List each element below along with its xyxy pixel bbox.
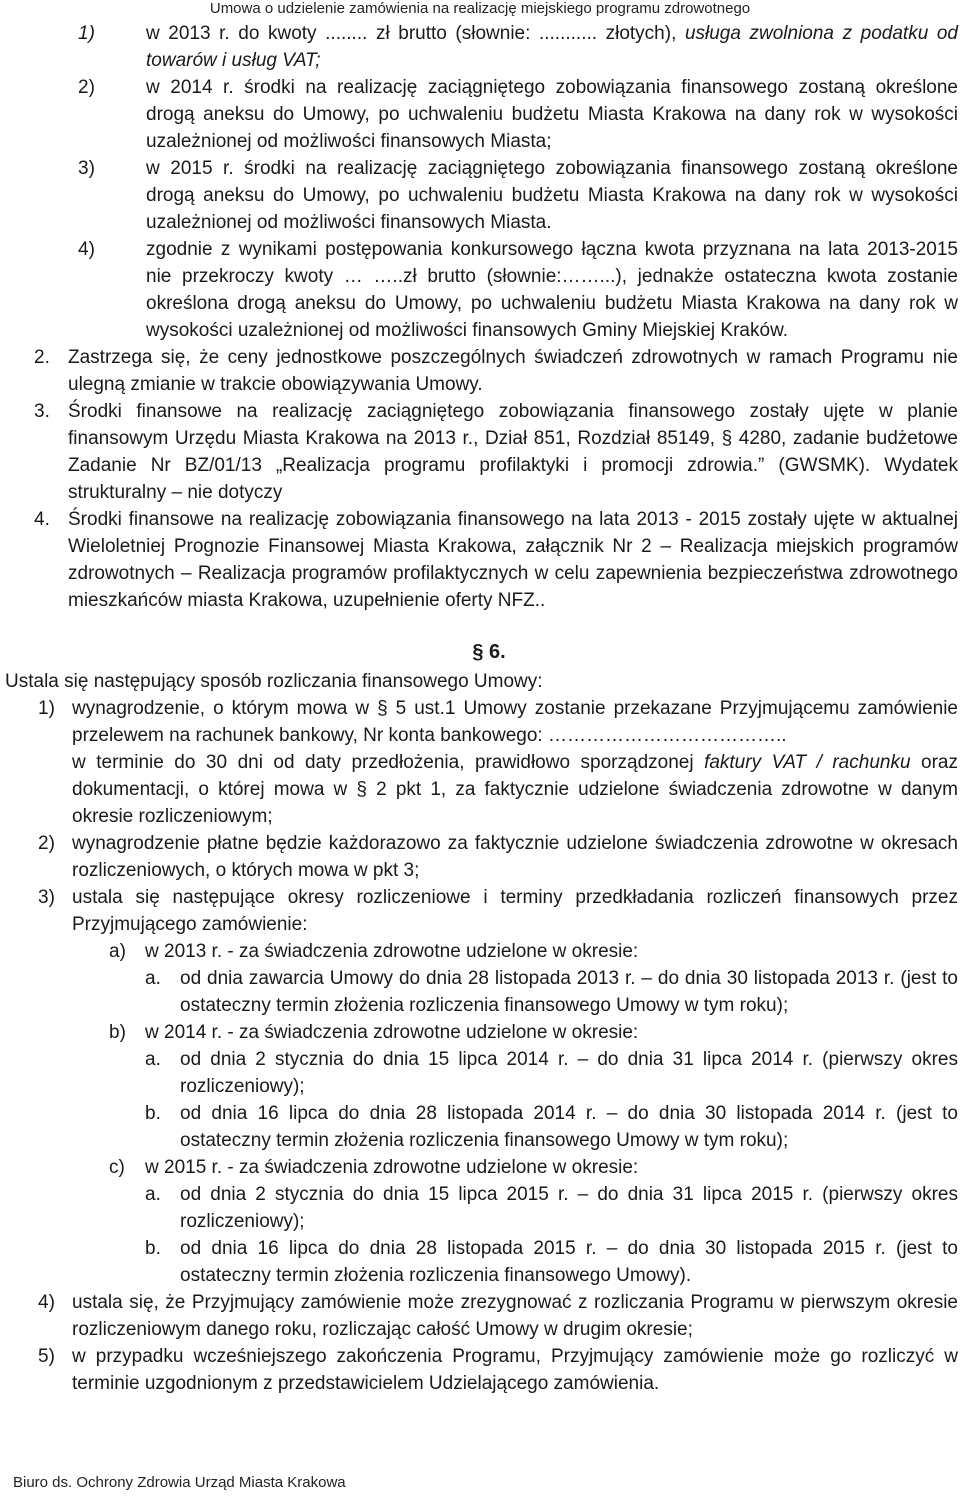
running-header: Umowa o udzielenie zamówienia na realizację miejskiego programu zdrowotnego bbox=[209, 0, 751, 17]
item-text: wynagrodzenie płatne będzie każdorazowo za faktycznie udzielone świadczenia zdrowotne w okresach rozliczeniowych, o których mowa w pkt 3; bbox=[72, 833, 958, 881]
item-text: wynagrodzenie, o którym mowa w § 5 ust.1 Umowy zostanie przekazane Przyjmującemu zamówienie przelewem na rachunek bankowy, Nr konta bankowego: ……………………………….. bbox=[72, 698, 958, 746]
item-number: 3) bbox=[78, 158, 95, 179]
invoice-term: faktury VAT / rachunku bbox=[704, 752, 911, 773]
subsub-text: od dnia 16 lipca do dnia 28 listopada 2015 r. – do dnia 30 listopada 2015 r. (jest to ostateczny termin złożenia rozliczenia finansowego Umowy). bbox=[180, 1238, 958, 1286]
paragraph-number: 4. bbox=[34, 509, 50, 530]
period-2015 bbox=[0, 1154, 958, 1181]
period-2015-b bbox=[0, 1235, 958, 1289]
period-2014-b bbox=[0, 1100, 958, 1154]
item-text: ustala się następujące okresy rozliczeniowe i terminy przedkładania rozliczeń finansowych przez Przyjmującego zamówienie: bbox=[72, 887, 958, 935]
item-number: 3) bbox=[38, 887, 55, 908]
period-2015-a bbox=[0, 1181, 958, 1235]
paragraph-text: Środki finansowe na realizację zaciągniętego zobowiązania finansowego zostały ujęte w planie finansowym Urzędu Miasta Krakowa na 2013 r., Dział 851, Rozdział 85149, § 4280, zadanie budżetowe Zadanie Nr BZ/01/13 „Realizacja programu profilaktyki i promocji zdrowia.” (GWSMK). Wydatek strukturalny – nie dotyczy bbox=[68, 401, 958, 503]
item-text: w 2013 r. do kwoty ........ zł brutto (słownie: ........... złotych), bbox=[146, 23, 685, 44]
period-2014 bbox=[0, 1019, 958, 1046]
item-italic-text: usługa zwolniona z podatku od towarów i usług VAT; bbox=[146, 23, 958, 71]
lead-item-4 bbox=[78, 236, 958, 344]
paragraph-2 bbox=[0, 344, 958, 398]
paragraph-4 bbox=[0, 506, 958, 614]
sub-number: c) bbox=[109, 1157, 125, 1178]
settlement-item-3 bbox=[0, 884, 958, 938]
item-number: 4) bbox=[78, 239, 95, 260]
document-body bbox=[0, 20, 960, 1397]
paragraph-3 bbox=[0, 398, 958, 506]
item-text: w 2015 r. środki na realizację zaciągniętego zobowiązania finansowego zostaną określone drogą aneksu do Umowy, po uchwaleniu budżetu Miasta Krakowa na dany rok w wysokości uzależnionej od możliwości finansowych Miasta. bbox=[146, 158, 958, 233]
subsub-number: b. bbox=[145, 1238, 161, 1259]
item-text: w przypadku wcześniejszego zakończenia Programu, Przyjmujący zamówienie może go rozliczyć w terminie uzgodnionym z przedstawicielem Udzielającego zamówienia. bbox=[72, 1346, 958, 1394]
sub-number: a) bbox=[109, 941, 126, 962]
item-number: 5) bbox=[38, 1346, 55, 1367]
item-number: 4) bbox=[38, 1292, 55, 1313]
subsub-number: a. bbox=[145, 1049, 161, 1070]
paragraph-text: Środki finansowe na realizację zobowiązania finansowego na lata 2013 - 2015 zostały ujęte w aktualnej Wieloletniej Prognozie Finansowej Miasta Krakowa, załącznik Nr 2 – Realizacja miejskich programów zdrowotnych – Realizacja programów profilaktycznych w celu zapewnienia bezpieczeństwa zdrowotnego mieszkańców miasta Krakowa, uzupełnienie oferty NFZ.. bbox=[68, 509, 958, 611]
item-number: 1) bbox=[38, 698, 55, 719]
subsub-text: od dnia 2 stycznia do dnia 15 lipca 2014 r. – do dnia 31 lipca 2014 r. (pierwszy okres rozliczeniowy); bbox=[180, 1049, 958, 1097]
item-number: 2) bbox=[78, 77, 95, 98]
item-text-continued: w terminie do 30 dni od daty przedłożenia, prawidłowo sporządzonej faktury VAT / rachunku oraz dokumentacji, o której mowa w § 2 pkt 1, za faktycznie udzielone świadczenia zdrowotne w danym okresie rozliczeniowym; bbox=[72, 752, 958, 827]
paragraph-number: 2. bbox=[34, 347, 50, 368]
lead-item-1 bbox=[78, 20, 958, 74]
item-text: zgodnie z wynikami postępowania konkursowego łączna kwota przyznana na lata 2013-2015 nie przekroczy kwoty … …..zł brutto (słownie:……...), jednakże ostateczna kwota zostanie określona drogą aneksu do Umowy, po uchwaleniu budżetu Miasta Krakowa na dany rok w wysokości uzależnionej od możliwości finansowych Gminy Miejskiej Kraków. bbox=[146, 239, 958, 341]
paragraph-number: 3. bbox=[34, 401, 50, 422]
item-text: ustala się, że Przyjmujący zamówienie może zrezygnować z rozliczania Programu w pierwszym okresie rozliczeniowym danego roku, rozliczając całość Umowy w drugim okresie; bbox=[72, 1292, 958, 1340]
period-2013-a bbox=[0, 965, 958, 1019]
section-intro: Ustala się następujący sposób rozliczania finansowego Umowy: bbox=[5, 671, 543, 692]
sub-text: w 2014 r. - za świadczenia zdrowotne udzielone w okresie: bbox=[145, 1022, 639, 1043]
sub-text: w 2013 r. - za świadczenia zdrowotne udzielone w okresie: bbox=[145, 941, 639, 962]
period-2013 bbox=[0, 938, 958, 965]
lead-item-2 bbox=[78, 74, 958, 155]
settlement-item-2 bbox=[0, 830, 958, 884]
lead-item-3 bbox=[78, 155, 958, 236]
settlement-item-1 bbox=[0, 695, 958, 830]
sub-number: b) bbox=[109, 1022, 126, 1043]
period-2014-a bbox=[0, 1046, 958, 1100]
item-number: 1) bbox=[78, 23, 95, 44]
settlement-item-5 bbox=[0, 1343, 958, 1397]
subsub-number: b. bbox=[145, 1103, 161, 1124]
item-number: 2) bbox=[38, 833, 55, 854]
paragraph-text: Zastrzega się, że ceny jednostkowe poszczególnych świadczeń zdrowotnych w ramach Programu nie ulegną zmianie w trakcie obowiązywania Umowy. bbox=[68, 347, 958, 395]
page-footer: Biuro ds. Ochrony Zdrowia Urząd Miasta Krakowa bbox=[13, 1474, 346, 1491]
sub-text: w 2015 r. - za świadczenia zdrowotne udzielone w okresie: bbox=[145, 1157, 639, 1178]
subsub-number: a. bbox=[145, 968, 161, 989]
settlement-item-4 bbox=[0, 1289, 958, 1343]
item-text: w 2014 r. środki na realizację zaciągniętego zobowiązania finansowego zostaną określone drogą aneksu do Umowy, po uchwaleniu budżetu Miasta Krakowa na dany rok w wysokości uzależnionej od możliwości finansowych Miasta; bbox=[146, 77, 958, 152]
section-heading: § 6. bbox=[472, 641, 506, 663]
subsub-text: od dnia 2 stycznia do dnia 15 lipca 2015 r. – do dnia 31 lipca 2015 r. (pierwszy okres rozliczeniowy); bbox=[180, 1184, 958, 1232]
subsub-number: a. bbox=[145, 1184, 161, 1205]
subsub-text: od dnia zawarcia Umowy do dnia 28 listopada 2013 r. – do dnia 30 listopada 2013 r. (jest to ostateczny termin złożenia rozliczenia finansowego Umowy w tym roku); bbox=[180, 968, 958, 1016]
subsub-text: od dnia 16 lipca do dnia 28 listopada 2014 r. – do dnia 30 listopada 2014 r. (jest to ostateczny termin złożenia rozliczenia finansowego Umowy w tym roku); bbox=[180, 1103, 958, 1151]
